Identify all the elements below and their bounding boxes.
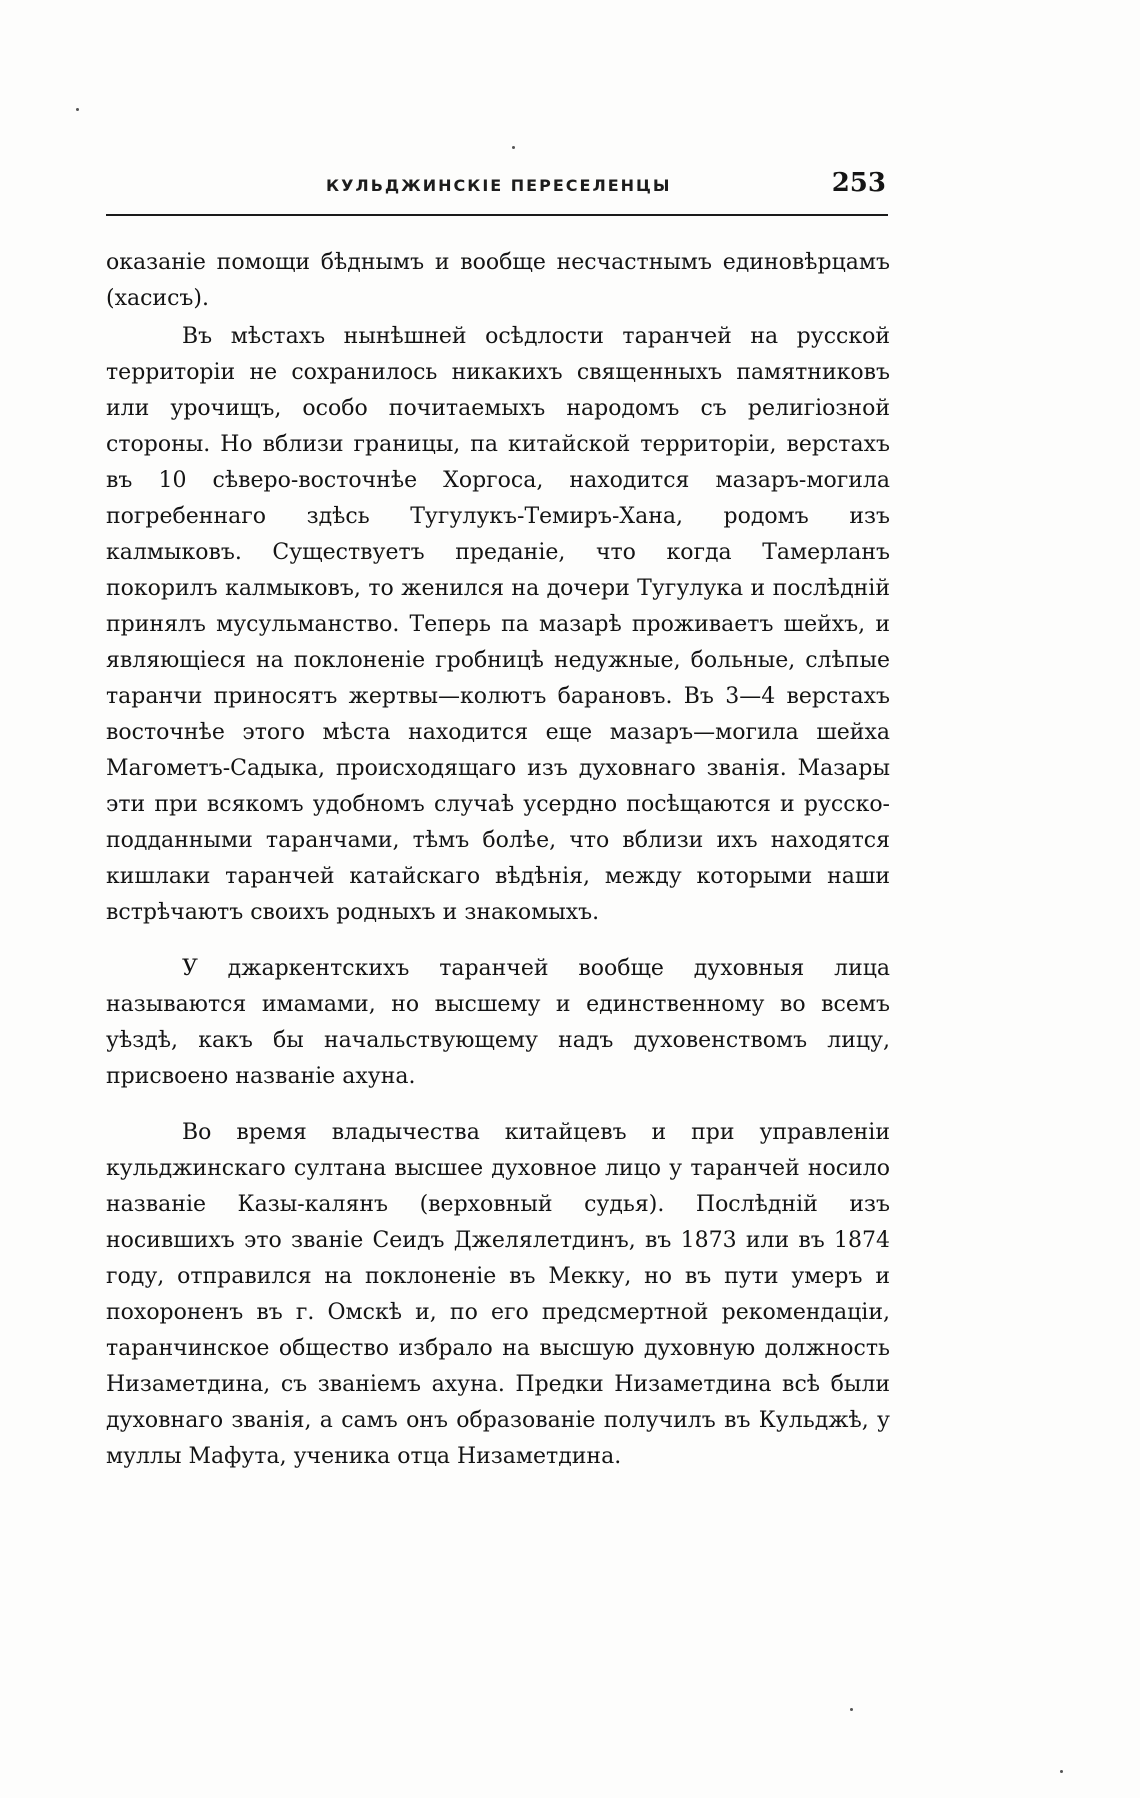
paper-speck <box>1060 1770 1063 1773</box>
running-head <box>106 168 886 208</box>
paper-speck <box>850 1708 853 1711</box>
paragraph-2: Въ мѣстахъ нынѣшней осѣдлости таранчей на русской территоріи не сохранилось никакихъ священныхъ памятниковъ или урочищъ, особо почитаемыхъ народомъ съ религіозной стороны. Но вблизи границы, па китайской территоріи, верстахъ въ 10 сѣверо-восточнѣе Хоргоса, находится мазаръ-могила погребеннаго здѣсь Тугулукъ-Темиръ-Хана, родомъ изъ калмыковъ. Существуетъ преданіе, что когда Тамерланъ покорилъ калмыковъ, то женился на дочери Тугулука и послѣдній принялъ мусульманство. Теперь па мазарѣ проживаетъ шейхъ, и являющіеся на поклоненіе гробницѣ недужные, больные, слѣпые таранчи приносятъ жертвы—колютъ барановъ. Въ 3—4 верстахъ восточнѣе этого мѣста находится еще мазаръ—могила шейха Магометъ-Садыка, происходящаго изъ духовнаго званія. Мазары эти при всякомъ удобномъ случаѣ усердно посѣщаются и русско-подданными таранчами, тѣмъ болѣе, что вблизи ихъ находятся кишлаки таранчей катайскаго вѣдѣнія, между которыми наши встрѣчаютъ своихъ родныхъ и знакомыхъ. <box>106 324 890 925</box>
running-title: КУЛЬДЖИНСКІЕ ПЕРЕСЕЛЕНЦЫ <box>326 176 672 195</box>
paragraph-4: Во время владычества китайцевъ и при управленіи кульджинскаго султана высшее духовное лицо у таранчей носило названіе Казы-калянъ (верховный судья). Послѣдній изъ носившихъ это званіе Сеидъ Джелялетдинъ, въ 1873 или въ 1874 году, отправился на поклоненіе въ Мекку, но въ пути умеръ и похороненъ въ г. Омскѣ и, по его предсмертной рекомендаціи, таранчинское общество избрало на высшую духовную должность Низаметдина, съ званіемъ ахуна. Предки Низаметдина всѣ были духовнаго званія, а самъ онъ образованіе получилъ въ Кульджѣ, у муллы Мафута, ученика отца Низаметдина. <box>106 1120 890 1469</box>
header-rule <box>106 214 888 216</box>
paper-speck <box>512 146 515 149</box>
paper-speck <box>76 108 79 111</box>
body-text <box>106 245 890 1475</box>
paragraph-3: У джаркентскихъ таранчей вообще духовныя лица называются имамами, но высшему и единственному во всемъ уѣздѣ, какъ бы начальствующему надъ духовенствомъ лицу, присвоено названіе ахуна. <box>106 956 890 1089</box>
page-number: 253 <box>831 168 886 198</box>
paragraph-1: оказаніе помощи бѣднымъ и вообще несчастнымъ единовѣрцамъ (хасисъ). <box>106 250 890 311</box>
